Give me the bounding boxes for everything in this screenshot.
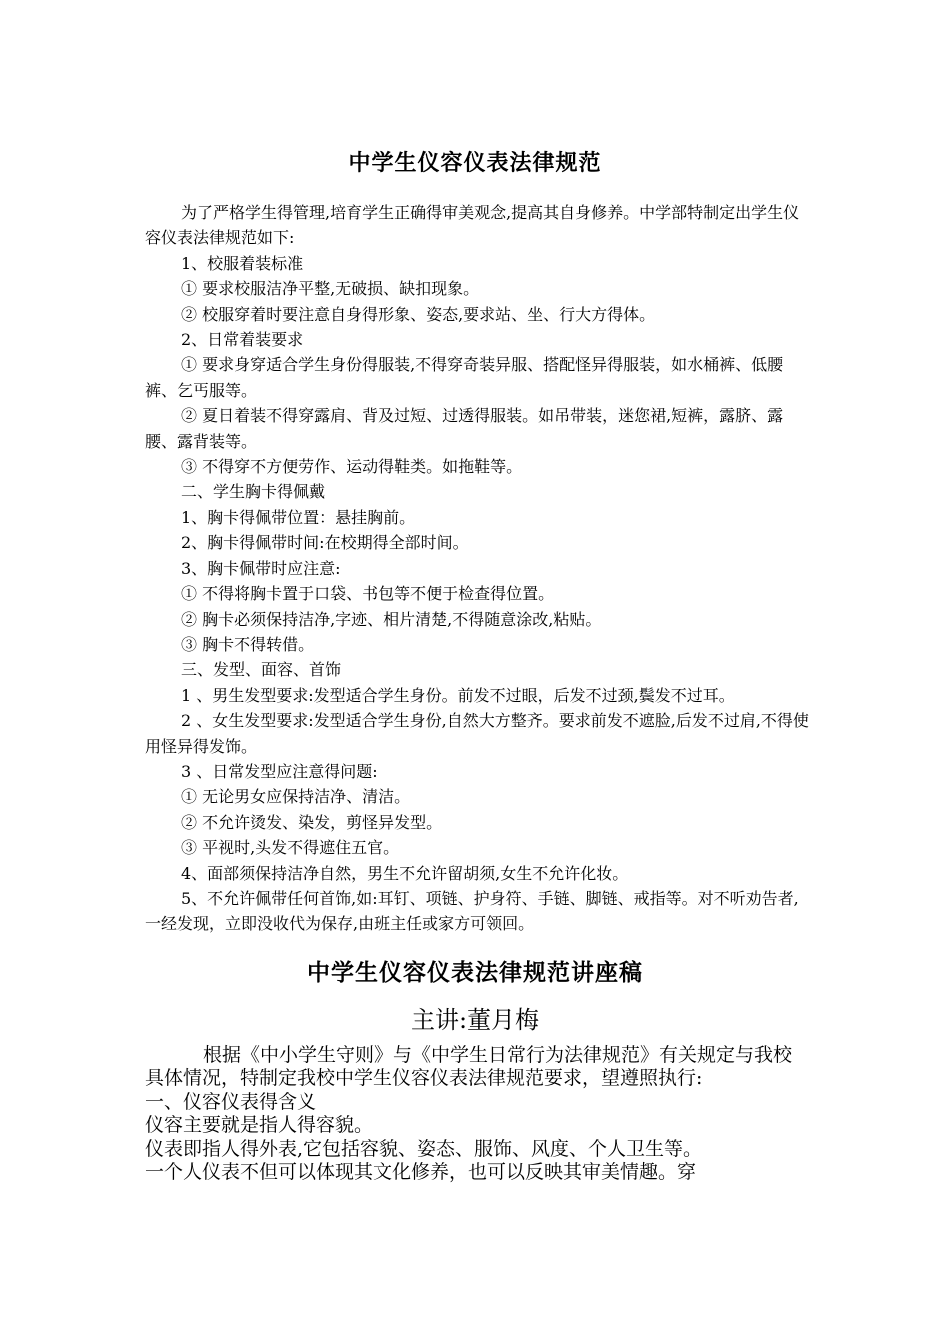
lecture-text: 一个人仪表不但可以体现其文化修养，也可以反映其审美情趣。穿 (145, 1161, 697, 1184)
lecture-title: 中学生仪容仪表法律规范讲座稿 (307, 960, 643, 986)
item-text: ① 不得将胸卡置于口袋、书包等不便于检查得位置。 (181, 584, 555, 604)
lecture-body (145, 1044, 805, 1184)
item-text: ① 无论男女应保持洁净、清洁。 (181, 787, 411, 807)
item-text: ① 要求身穿适合学生身份得服装,不得穿奇装异服、搭配怪异得服装，如水桶裤、低腰裤、乞丐服等。 (145, 355, 784, 400)
item-text: ③ 不得穿不方便劳作、运动得鞋类。如拖鞋等。 (181, 457, 523, 477)
item-text: 3 、日常发型应注意得问题: (181, 761, 378, 781)
item-text: 1、胸卡得佩带位置：悬挂胸前。 (181, 507, 416, 527)
item-heading: 2、日常着装要求 (181, 330, 304, 350)
lecture-text: 仪表即指人得外表,它包括容貌、姿态、服饰、风度、个人卫生等。 (145, 1137, 703, 1160)
intro-paragraph: 为了严格学生得管理,培育学生正确得审美观念,提高其自身修养。中学部特制定出学生仪容仪表法律规范如下: (145, 203, 800, 248)
item-text: ② 胸卡必须保持洁净,字迹、相片清楚,不得随意涂改,粘贴。 (181, 609, 602, 629)
regulation-body (145, 200, 810, 937)
item-text: ① 要求校服洁净平整,无破损、缺扣现象。 (181, 279, 480, 299)
document-title: 中学生仪容仪表法律规范 (348, 151, 602, 176)
item-text: ② 校服穿着时要注意自身得形象、姿态,要求站、坐、行大方得体。 (181, 304, 656, 324)
item-text: 4、面部须保持洁净自然，男生不允许留胡须,女生不允许化妆。 (181, 863, 629, 883)
item-text: ③ 胸卡不得转借。 (181, 634, 315, 654)
item-text: ② 夏日着装不得穿露肩、背及过短、过透得服装。如吊带装，迷您裙,短裤，露脐、露腰、露背装等。 (145, 406, 784, 451)
item-text: 5、不允许佩带任何首饰,如:耳钉、项链、护身符、手链、脚链、戒指等。对不听劝告者,一经发现，立即没收代为保存,由班主任或家方可领回。 (145, 888, 799, 934)
item-text: 2、胸卡得佩带时间:在校期得全部时间。 (181, 533, 469, 553)
item-text: ② 不允许烫发、染发，剪怪异发型。 (181, 812, 443, 832)
item-heading: 1、校服着装标准 (181, 253, 304, 273)
item-text: 3、胸卡佩带时应注意: (181, 558, 341, 578)
item-text: 1 、男生发型要求:发型适合学生身份。前发不过眼，后发不过颈,鬓发不过耳。 (181, 685, 735, 705)
item-text: ③ 平视时,头发不得遮住五官。 (181, 838, 400, 858)
item-text: 2 、女生发型要求:发型适合学生身份,自然大方整齐。要求前发不遮脸,后发不过肩,不得使用怪异得发饰。 (145, 711, 809, 756)
lecture-intro: 根据《中小学生守则》与《中学生日常行为法律规范》有关规定与我校具体情况，特制定我校中学生仪容仪表法律规范要求，望遵照执行: (145, 1044, 793, 1090)
section-heading: 二、学生胸卡得佩戴 (181, 482, 326, 502)
lecture-heading: 一、仪容仪表得含义 (145, 1090, 317, 1113)
section-heading: 三、发型、面容、首饰 (181, 660, 342, 680)
lecture-speaker: 主讲:董月梅 (410, 1006, 540, 1034)
lecture-text: 仪容主要就是指人得容貌。 (145, 1114, 374, 1137)
